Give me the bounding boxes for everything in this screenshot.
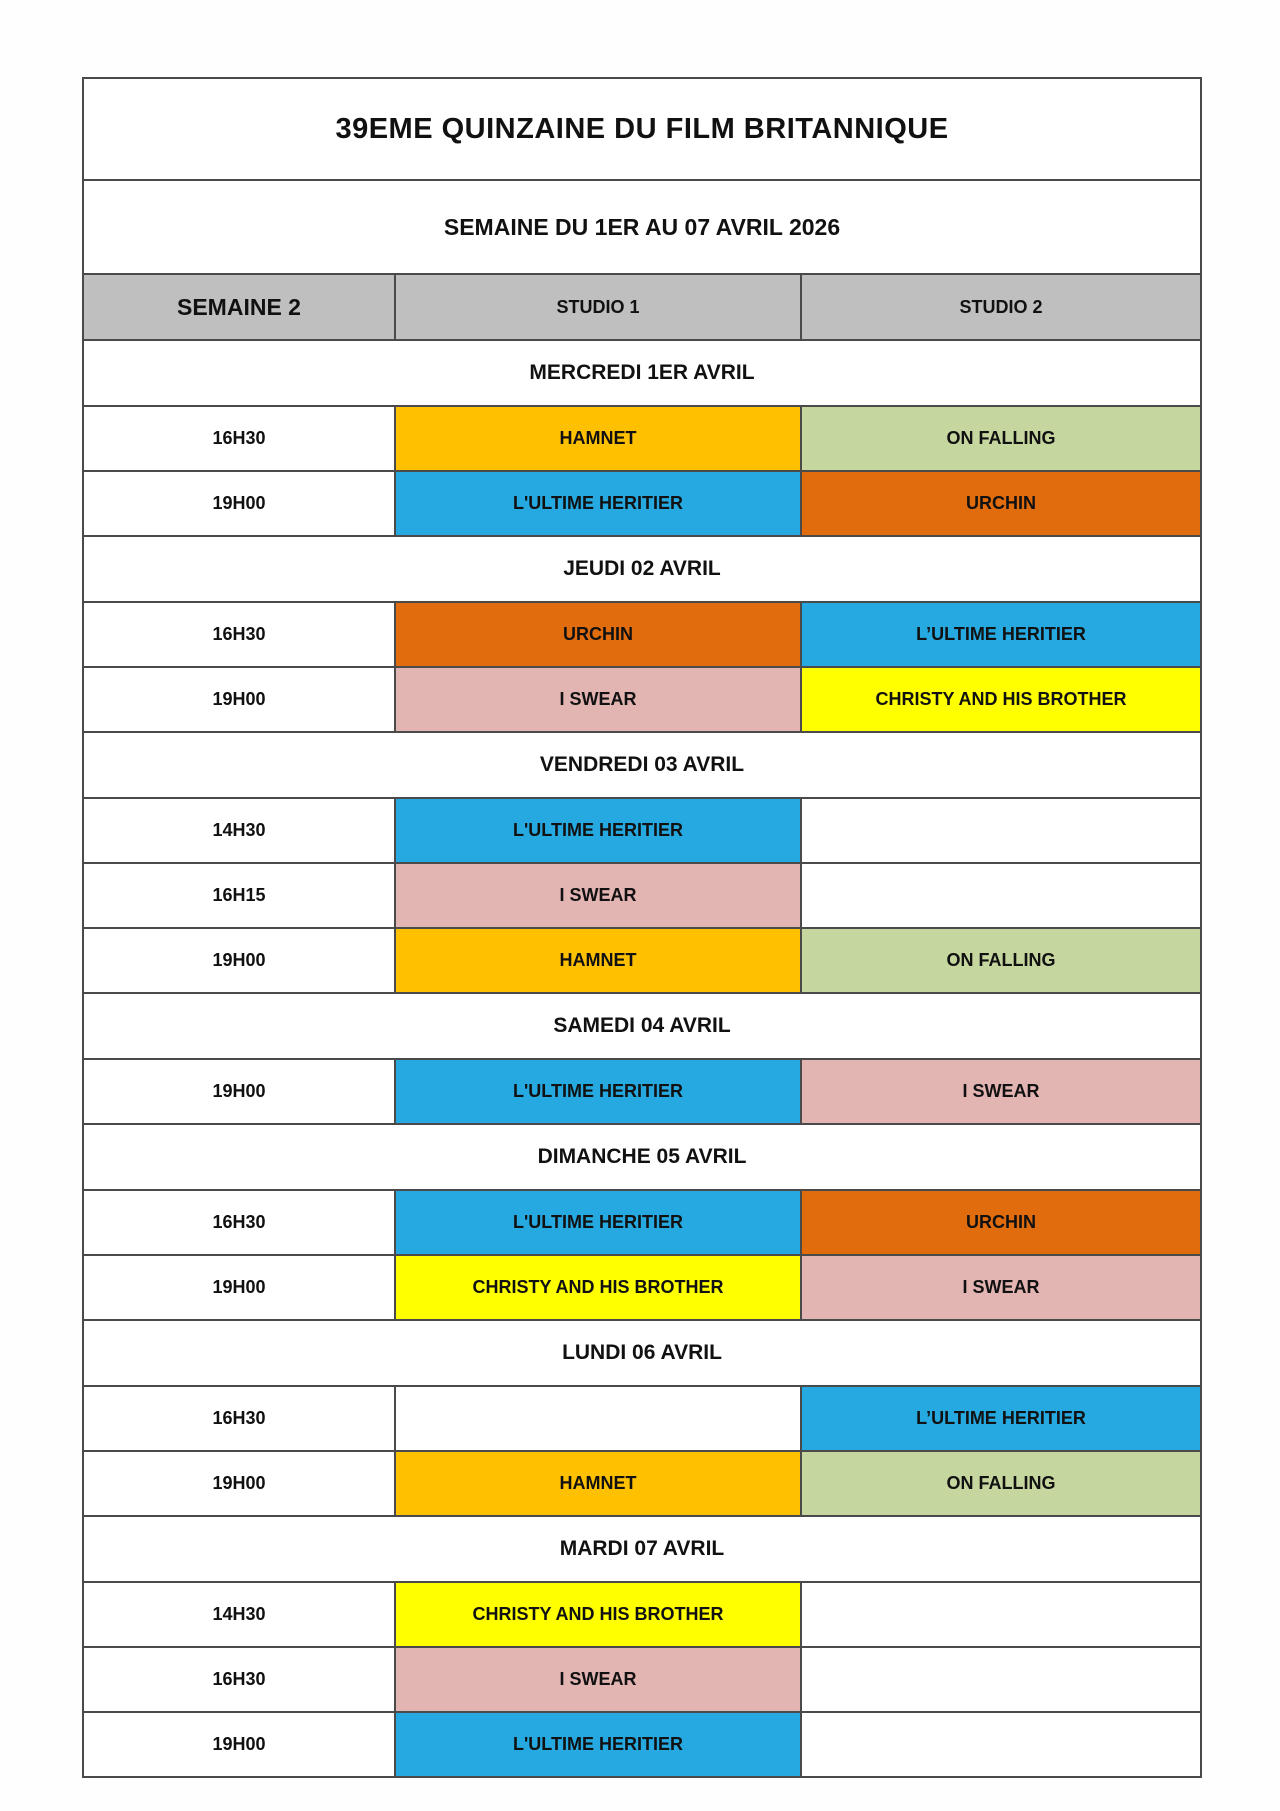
day-label: JEUDI 02 AVRIL <box>83 536 1201 602</box>
screening-row <box>83 406 1201 471</box>
studio1-film-cell: L'ULTIME HERITIER <box>395 798 801 863</box>
screening-row <box>83 471 1201 536</box>
schedule-body <box>83 78 1201 1777</box>
screening-row <box>83 1059 1201 1124</box>
screening-row <box>83 1190 1201 1255</box>
studio1-film-cell: L'ULTIME HERITIER <box>395 1712 801 1777</box>
time-cell: 19H00 <box>83 928 395 993</box>
day-label: VENDREDI 03 AVRIL <box>83 732 1201 798</box>
time-cell: 14H30 <box>83 798 395 863</box>
screening-row <box>83 1255 1201 1320</box>
day-header-row <box>83 1124 1201 1190</box>
day-header-row <box>83 993 1201 1059</box>
screening-row <box>83 1451 1201 1516</box>
studio1-film-cell: HAMNET <box>395 928 801 993</box>
studio2-film-cell: URCHIN <box>801 1190 1201 1255</box>
studio2-film-cell: ON FALLING <box>801 1451 1201 1516</box>
time-cell: 19H00 <box>83 471 395 536</box>
time-cell: 16H30 <box>83 406 395 471</box>
studio2-film-cell <box>801 1582 1201 1647</box>
day-label: DIMANCHE 05 AVRIL <box>83 1124 1201 1190</box>
studio1-film-cell: L'ULTIME HERITIER <box>395 1190 801 1255</box>
screening-row <box>83 1712 1201 1777</box>
studio1-film-cell: I SWEAR <box>395 667 801 732</box>
studio1-film-cell: HAMNET <box>395 406 801 471</box>
studio2-header-cell: STUDIO 2 <box>801 274 1201 340</box>
screening-row <box>83 928 1201 993</box>
studio2-film-cell: L’ULTIME HERITIER <box>801 1386 1201 1451</box>
day-header-row <box>83 340 1201 406</box>
day-header-row <box>83 1516 1201 1582</box>
studio1-film-cell: L'ULTIME HERITIER <box>395 1059 801 1124</box>
studio2-film-cell <box>801 798 1201 863</box>
time-cell: 19H00 <box>83 667 395 732</box>
day-header-row <box>83 1320 1201 1386</box>
studio1-header-cell: STUDIO 1 <box>395 274 801 340</box>
studio2-film-cell: CHRISTY AND HIS BROTHER <box>801 667 1201 732</box>
screening-row <box>83 1647 1201 1712</box>
studio1-film-cell: CHRISTY AND HIS BROTHER <box>395 1582 801 1647</box>
studio1-film-cell: I SWEAR <box>395 863 801 928</box>
day-label: LUNDI 06 AVRIL <box>83 1320 1201 1386</box>
grid-header-row <box>83 274 1201 340</box>
screening-row <box>83 1582 1201 1647</box>
day-header-row <box>83 732 1201 798</box>
studio1-film-cell: HAMNET <box>395 1451 801 1516</box>
studio2-film-cell: L’ULTIME HERITIER <box>801 602 1201 667</box>
day-label: SAMEDI 04 AVRIL <box>83 993 1201 1059</box>
studio2-film-cell <box>801 1712 1201 1777</box>
week-range-subtitle: SEMAINE DU 1ER AU 07 AVRIL 2026 <box>83 180 1201 274</box>
studio1-film-cell: URCHIN <box>395 602 801 667</box>
screening-row <box>83 667 1201 732</box>
time-cell: 19H00 <box>83 1059 395 1124</box>
studio1-film-cell: I SWEAR <box>395 1647 801 1712</box>
studio2-film-cell: ON FALLING <box>801 406 1201 471</box>
studio2-film-cell: I SWEAR <box>801 1059 1201 1124</box>
studio2-film-cell <box>801 1647 1201 1712</box>
studio1-film-cell: CHRISTY AND HIS BROTHER <box>395 1255 801 1320</box>
film-schedule-table <box>82 77 1202 1778</box>
studio2-film-cell: I SWEAR <box>801 1255 1201 1320</box>
time-cell: 19H00 <box>83 1451 395 1516</box>
screening-row <box>83 863 1201 928</box>
time-cell: 16H30 <box>83 1190 395 1255</box>
studio2-film-cell: URCHIN <box>801 471 1201 536</box>
page-title: 39EME QUINZAINE DU FILM BRITANNIQUE <box>83 78 1201 180</box>
week-header-cell: SEMAINE 2 <box>83 274 395 340</box>
time-cell: 16H30 <box>83 602 395 667</box>
screening-row <box>83 1386 1201 1451</box>
time-cell: 16H30 <box>83 1386 395 1451</box>
subtitle-row <box>83 180 1201 274</box>
day-label: MARDI 07 AVRIL <box>83 1516 1201 1582</box>
title-row <box>83 78 1201 180</box>
day-header-row <box>83 536 1201 602</box>
screening-row <box>83 602 1201 667</box>
studio2-film-cell <box>801 863 1201 928</box>
time-cell: 14H30 <box>83 1582 395 1647</box>
time-cell: 16H30 <box>83 1647 395 1712</box>
time-cell: 19H00 <box>83 1712 395 1777</box>
studio2-film-cell: ON FALLING <box>801 928 1201 993</box>
time-cell: 16H15 <box>83 863 395 928</box>
screening-row <box>83 798 1201 863</box>
studio1-film-cell: L'ULTIME HERITIER <box>395 471 801 536</box>
studio1-film-cell <box>395 1386 801 1451</box>
time-cell: 19H00 <box>83 1255 395 1320</box>
day-label: MERCREDI 1ER AVRIL <box>83 340 1201 406</box>
